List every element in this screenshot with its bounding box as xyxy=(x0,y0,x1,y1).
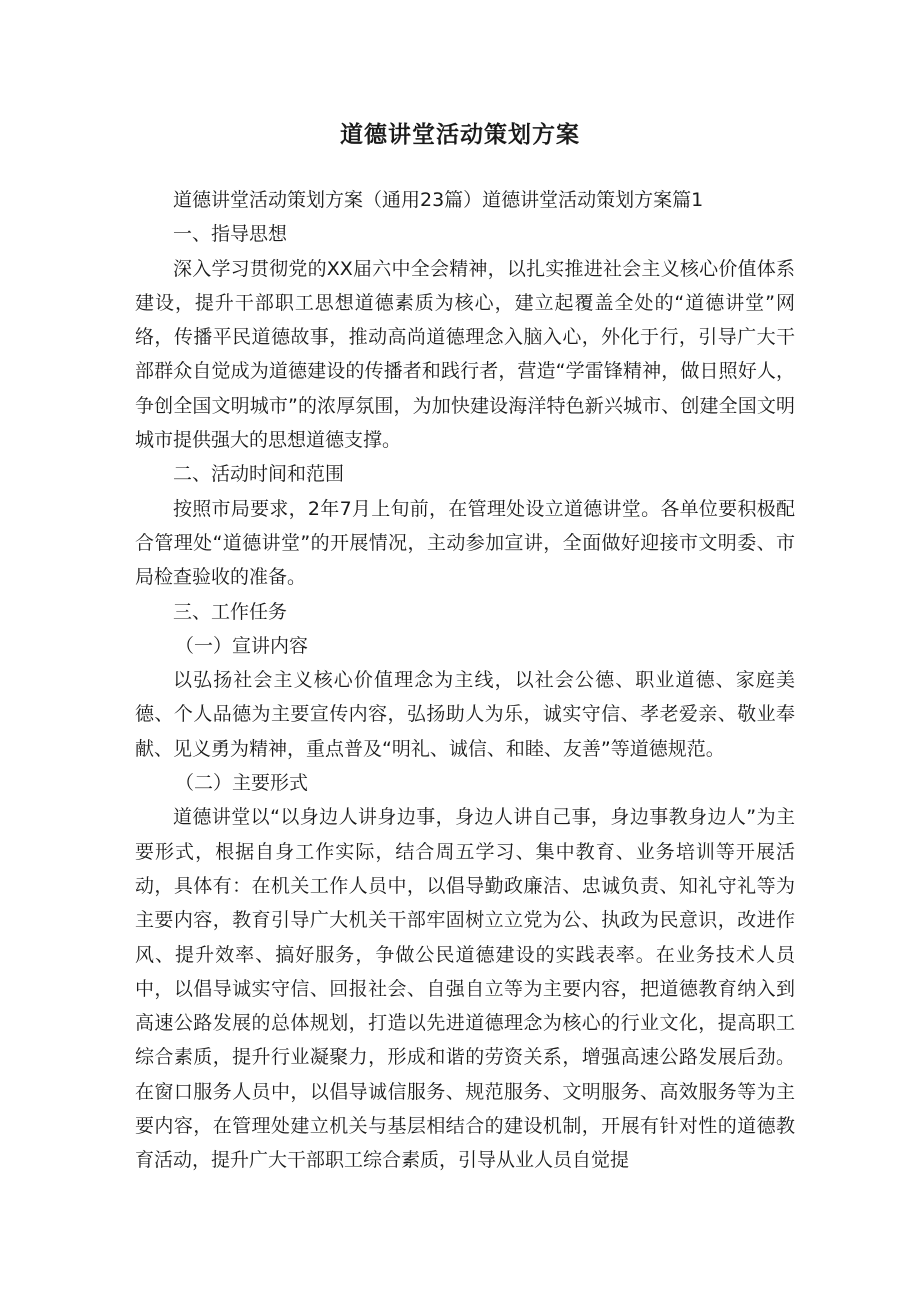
document-subtitle: 道德讲堂活动策划方案（通用23篇）道德讲堂活动策划方案篇1 xyxy=(173,189,704,211)
paragraph-guiding-ideology: 深入学习贯彻党的XX届六中全会精神，以扎实推进社会主义核心价值体系建设，提升干部职工思想道德素质为核心，建立起覆盖全处的“道德讲堂”网络，传播平民道德故事，推动高尚道德理念入脑入心，外化于行，引导广大干部群众自觉成为道德建设的传播者和践行者，营造“学雷锋精神，做日照好人，争创全国文明城市”的浓厚氛围，为加快建设海洋特色新兴城市、创建全国文明城市提供强大的思想道德支撑。 xyxy=(135,257,795,452)
section-heading-time-and-scope: 二、活动时间和范围 xyxy=(173,463,345,486)
paragraph-time-and-scope: 按照市局要求，2年7月上旬前，在管理处设立道德讲堂。各单位要积极配合管理处“道德讲堂”的开展情况，主动参加宣讲，全面做好迎接市文明委、市局检查验收的准备。 xyxy=(135,497,795,589)
section-heading-work-tasks: 三、工作任务 xyxy=(173,600,288,623)
document-body xyxy=(135,183,795,1178)
section-heading-guiding-ideology: 一、指导思想 xyxy=(173,223,288,246)
subsection-heading-main-forms: （二）主要形式 xyxy=(175,772,309,795)
paragraph-main-forms: 道德讲堂以“以身边人讲身边事，身边人讲自己事，身边事教身边人”为主要形式，根据自身工作实际，结合周五学习、集中教育、业务培训等开展活动，具体有：在机关工作人员中，以倡导勤政廉洁、忠诚负责、知礼守礼等为主要内容，教育引导广大机关干部牢固树立立党为公、执政为民意识，改进作风、提升效率、搞好服务，争做公民道德建设的实践表率。在业务技术人员中，以倡导诚实守信、回报社会、自强自立等为主要内容，把道德教育纳入到高速公路发展的总体规划，打造以先进道德理念为核心的行业文化，提高职工综合素质，提升行业凝聚力，形成和谐的劳资关系，增强高速公路发展后劲。在窗口服务人员中，以倡导诚信服务、规范服务、文明服务、高效服务等为主要内容，在管理处建立机关与基层相结合的建设机制，开展有针对性的道德教育活动，提升广大干部职工综合素质，引导从业人员自觉提 xyxy=(135,806,795,1172)
subsection-heading-content: （一）宣讲内容 xyxy=(175,634,309,657)
paragraph-content: 以弘扬社会主义核心价值理念为主线，以社会公德、职业道德、家庭美德、个人品德为主要宣传内容，弘扬助人为乐，诚实守信、孝老爱亲、敬业奉献、见义勇为精神，重点普及“明礼、诚信、和睦、友善”等道德规范。 xyxy=(135,669,795,760)
document-title: 道德讲堂活动策划方案 xyxy=(340,122,580,148)
